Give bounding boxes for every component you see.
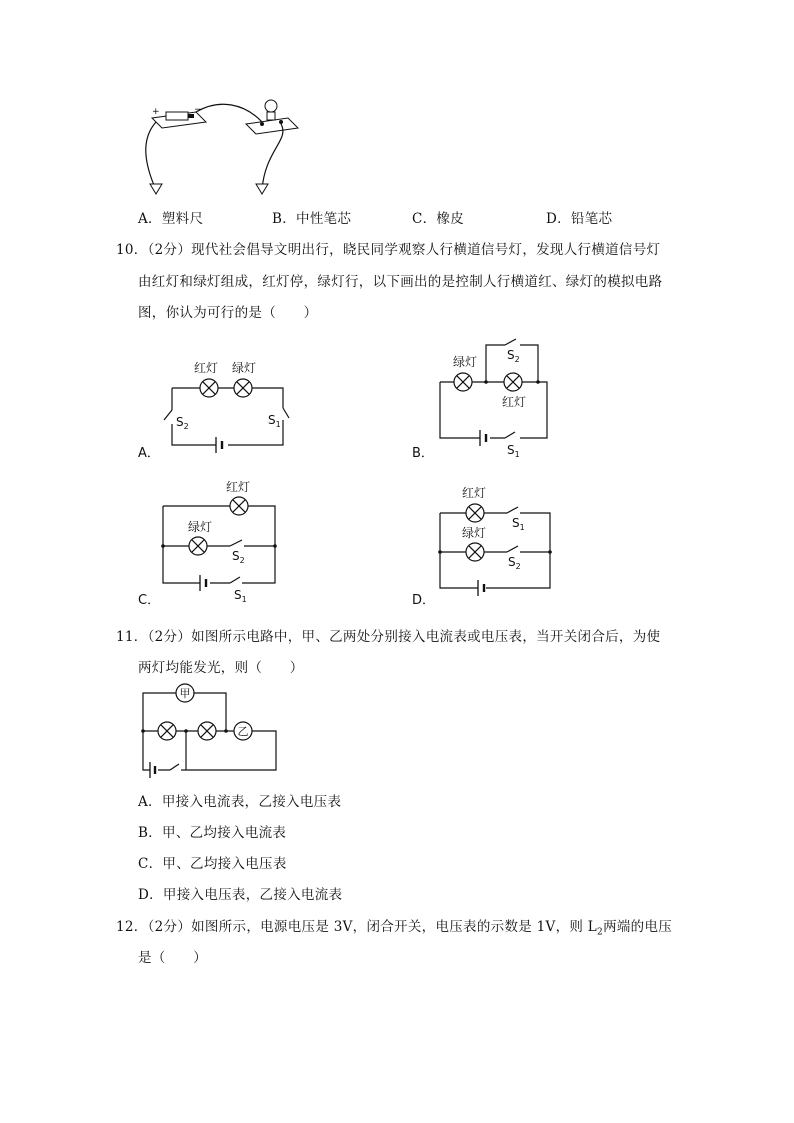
c-s2-sub: 2 xyxy=(239,556,245,565)
svg-text:−: − xyxy=(194,105,202,115)
meter-yi: 乙 xyxy=(237,725,249,738)
b-green-label: 绿灯 xyxy=(453,355,478,369)
q10-option-a[interactable]: A． xyxy=(138,446,160,461)
d-s2-label: S xyxy=(508,555,516,569)
q9-option-d[interactable]: D．铅笔芯 xyxy=(546,211,613,227)
a-s1-sub: 1 xyxy=(275,420,281,429)
q12-stem-a: 12．（2分）如图所示，电源电压是 3V，闭合开关，电压表的示数是 1V，则 L xyxy=(116,919,598,935)
q11-stem-line1: 11．（2分）如图所示电路中，甲、乙两处分别接入电流表或电压表，当开关闭合后，为使 xyxy=(116,629,661,645)
q12-stem-sub: 2 xyxy=(597,927,604,938)
c-s1-sub: 1 xyxy=(241,595,247,604)
d-s1-sub: 1 xyxy=(519,523,525,532)
q9-option-c[interactable]: C．橡皮 xyxy=(412,211,465,227)
c-red-label: 红灯 xyxy=(226,480,251,494)
d-green-label: 绿灯 xyxy=(462,526,487,540)
a-green-label: 绿灯 xyxy=(232,361,257,375)
q11-option-d[interactable]: D．甲接入电压表，乙接入电流表 xyxy=(138,887,343,903)
c-s1-label: S xyxy=(234,588,242,602)
q11-option-a[interactable]: A．甲接入电流表，乙接入电压表 xyxy=(138,794,342,810)
svg-text:+: + xyxy=(152,107,160,117)
b-s2-label: S xyxy=(507,348,515,362)
q11-stem-line2: 两灯均能发光，则（ ） xyxy=(138,660,304,676)
lamp-icon xyxy=(158,722,176,740)
q12-stem-b: 两端的电压 xyxy=(603,919,673,935)
a-s2-label: S xyxy=(176,415,184,429)
lamp-icon xyxy=(198,722,216,740)
q12-stem-line1 xyxy=(116,915,672,938)
d-s1-label: S xyxy=(512,516,520,530)
q12-stem-line2: 是（ ） xyxy=(138,950,207,966)
q9-option-a[interactable]: A．塑料尺 xyxy=(138,211,204,227)
a-red-label: 红灯 xyxy=(194,361,219,375)
q10-stem-line1: 10．（2分）现代社会倡导文明出行，晓民同学观察人行横道信号灯，发现人行横道信号灯 xyxy=(116,242,661,258)
a-s1-label: S xyxy=(268,413,276,427)
c-green-label: 绿灯 xyxy=(188,520,213,534)
q10-option-c[interactable]: C． xyxy=(138,593,161,608)
b-s1-label: S xyxy=(507,443,515,457)
c-s2-label: S xyxy=(232,549,240,563)
q9-option-b[interactable]: B．中性笔芯 xyxy=(272,211,352,227)
meter-jia: 甲 xyxy=(179,687,191,700)
q10-stem-line2: 由红灯和绿灯组成，红灯停，绿灯行，以下画出的是控制人行横道红、绿灯的模拟电路 xyxy=(138,274,663,290)
q11-option-c[interactable]: C．甲、乙均接入电压表 xyxy=(138,856,287,872)
a-s2-sub: 2 xyxy=(183,422,189,431)
d-s2-sub: 2 xyxy=(515,562,521,571)
q10-option-b[interactable]: B． xyxy=(412,446,434,461)
d-red-label: 红灯 xyxy=(462,486,487,500)
q10-stem-line3: 图，你认为可行的是（ ） xyxy=(138,305,318,321)
b-s2-sub: 2 xyxy=(514,355,520,364)
q11-option-b[interactable]: B．甲、乙均接入电流表 xyxy=(138,825,287,841)
b-red-label: 红灯 xyxy=(502,395,527,409)
q10-option-d[interactable]: D． xyxy=(412,593,436,608)
b-s1-sub: 1 xyxy=(514,450,520,459)
